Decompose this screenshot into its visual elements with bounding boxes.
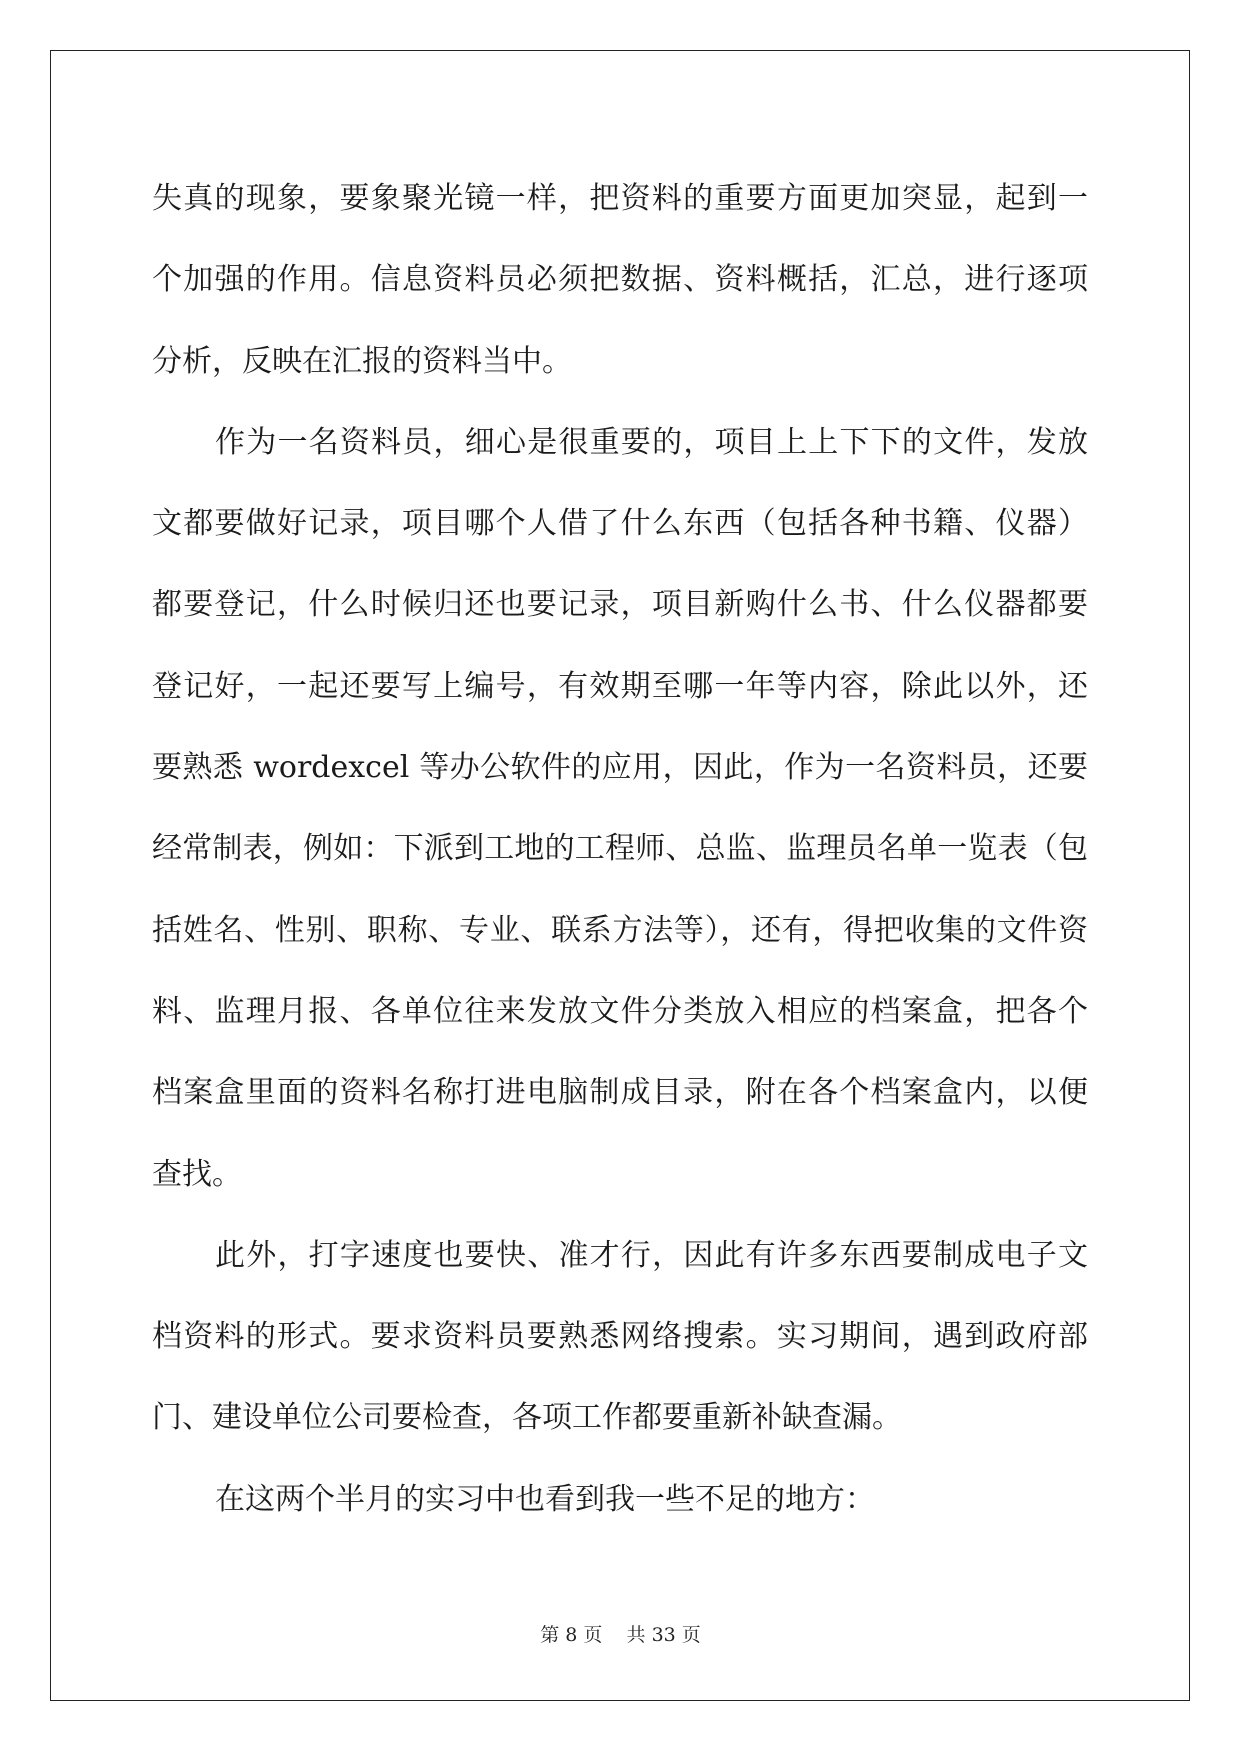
- text-line: 要熟悉 wordexcel 等办公软件的应用，因此，作为一名资料员，还要: [152, 750, 1088, 786]
- text-line: 门、建设单位公司要检查，各项工作都要重新补缺查漏。: [152, 1400, 902, 1436]
- text-line: 经常制表，例如：下派到工地的工程师、总监、监理员名单一览表（包: [152, 831, 1088, 867]
- text-line: 此外，打字速度也要快、准才行，因此有许多东西要制成电子文: [215, 1237, 1088, 1273]
- text-line: 档案盒里面的资料名称打进电脑制成目录，附在各个档案盒内，以便: [152, 1075, 1088, 1111]
- text-line: 档资料的形式。要求资料员要熟悉网络搜索。实习期间，遇到政府部: [152, 1319, 1088, 1355]
- page-total: 共 33 页: [626, 1624, 701, 1646]
- text-line: 个加强的作用。信息资料员必须把数据、资料概括，汇总，进行逐项: [152, 262, 1088, 298]
- page-number: 第 8 页: [540, 1624, 603, 1646]
- text-line: 料、监理月报、各单位往来发放文件分类放入相应的档案盒，把各个: [152, 993, 1088, 1029]
- text-line: 查找。: [152, 1156, 242, 1192]
- text-line: 分析，反映在汇报的资料当中。: [152, 343, 572, 379]
- document-body: [152, 158, 1088, 1540]
- text-line: 都要登记，什么时候归还也要记录，项目新购什么书、什么仪器都要: [152, 587, 1088, 623]
- text-line: 在这两个半月的实习中也看到我一些不足的地方：: [215, 1481, 875, 1517]
- page-footer: [0, 1620, 1241, 1647]
- text-line: 括姓名、性别、职称、专业、联系方法等），还有，得把收集的文件资: [152, 912, 1088, 948]
- text-line: 失真的现象，要象聚光镜一样，把资料的重要方面更加突显，起到一: [152, 181, 1088, 216]
- text-line: 作为一名资料员，细心是很重要的，项目上上下下的文件，发放: [215, 424, 1088, 460]
- text-line: 登记好，一起还要写上编号，有效期至哪一年等内容，除此以外，还: [152, 668, 1088, 704]
- text-line: 文都要做好记录，项目哪个人借了什么东西（包括各种书籍、仪器）: [152, 506, 1088, 542]
